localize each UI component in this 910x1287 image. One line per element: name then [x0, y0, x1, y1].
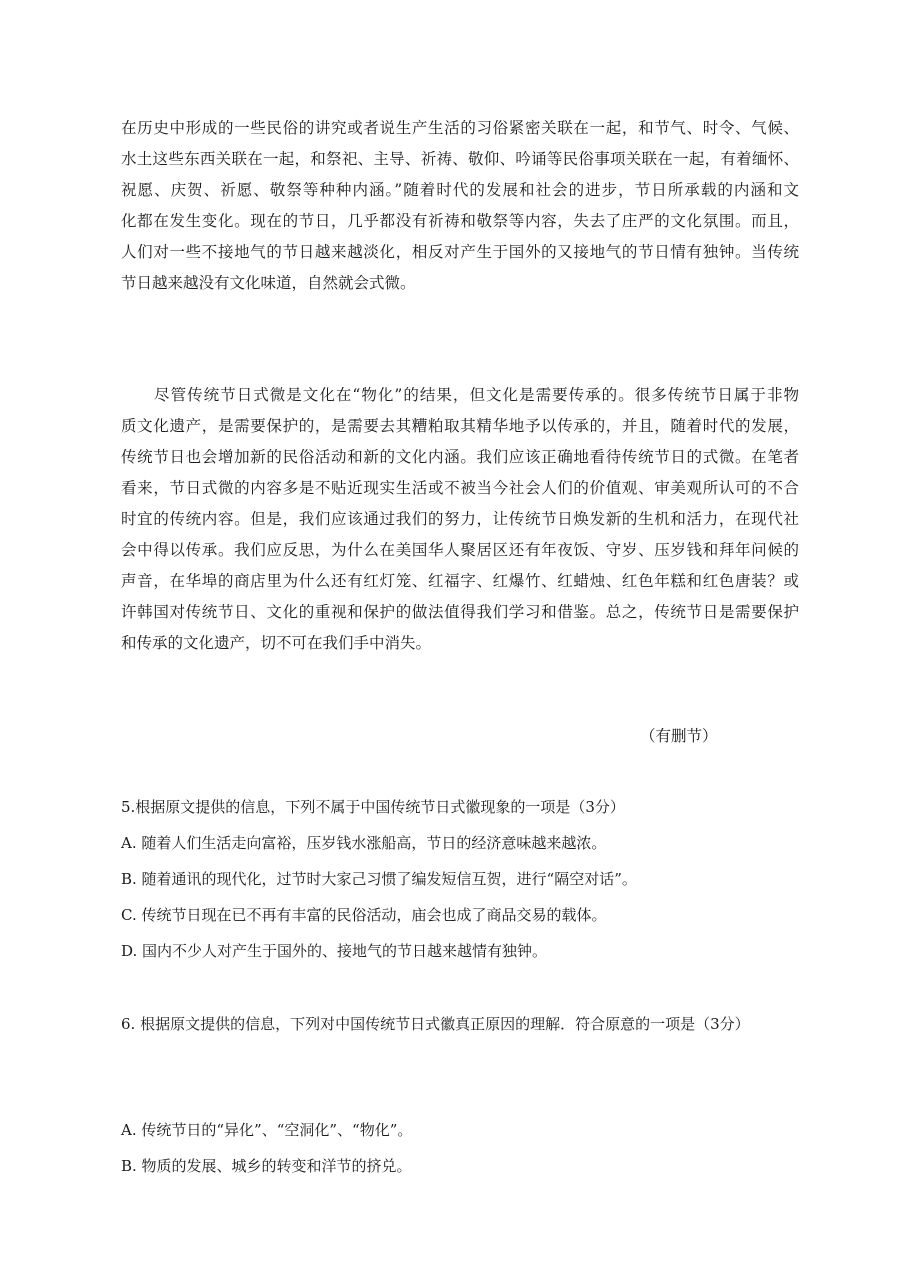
passage-line: 看来，节日式微的内容多是不贴近现实生活或不被当今社会人们的价值观、审美观所认可的不合 [121, 479, 799, 497]
question-5-option-b: B. 随着通讯的现代化，过节时大家己习惯了编发短信互贺，进行“隔空对话”。 [121, 870, 637, 888]
passage-line: 时宜的传统内容。但是，我们应该通过我们的努力，让传统节日焕发新的生机和活力，在现代社 [121, 510, 799, 528]
passage-line: 尽管传统节日式微是文化在“物化”的结果，但文化是需要传承的。很多传统节日属于非物 [121, 386, 799, 404]
question-5-option-a: A. 随着人们生活走向富裕，压岁钱水涨船高，节日的经济意味越来越浓。 [121, 834, 607, 852]
passage-line: 人们对一些不接地气的节日越来越淡化，相反对产生于国外的又接地气的节日情有独钟。当传统 [121, 243, 799, 261]
question-6-option-a: A. 传统节日的“异化”、“空洞化”、“物化”。 [121, 1121, 413, 1139]
passage-line: 传统节日也会增加新的民俗活动和新的文化内涵。我们应该正确地看待传统节日的式微。在笔者 [121, 448, 799, 466]
passage-line: 节日越来越没有文化味道，自然就会式微。 [121, 274, 416, 292]
passage-line: 会中得以传承。我们应反思，为什么在美国华人聚居区还有年夜饭、守岁、压岁钱和拜年问候的 [121, 541, 799, 559]
question-6-stem: 6. 根据原文提供的信息，下列对中国传统节日式徽真正原因的理解．符合原意的一项是（3分） [121, 1015, 750, 1033]
question-5-option-d: D. 国内不少人对产生于国外的、接地气的节日越来越情有独钟。 [121, 942, 548, 960]
passage-paragraph-2 [121, 380, 799, 659]
question-6-option-b: B. 物质的发展、城乡的转变和洋节的挤兑。 [121, 1157, 412, 1175]
passage-line: 质文化遗产，是需要保护的，是需要去其糟粕取其精华地予以传承的，并且，随着时代的发展， [121, 417, 799, 435]
passage-line: 化都在发生变化。现在的节日，几乎都没有祈祷和敬祭等内容，失去了庄严的文化氛围。而且， [121, 212, 799, 230]
passage-paragraph-1 [121, 113, 799, 299]
passage-line: 声音，在华埠的商店里为什么还有红灯笼、红福字、红爆竹、红蜡烛、红色年糕和红色唐装？或 [121, 572, 799, 590]
passage-line: 水土这些东西关联在一起，和祭祀、主导、祈祷、敬仰、吟诵等民俗事项关联在一起，有着缅怀、 [121, 150, 799, 168]
passage-line: 和传承的文化遗产，切不可在我们手中消失。 [121, 634, 432, 652]
source-note: （有删节） [640, 727, 718, 745]
question-5-option-c: C. 传统节日现在已不再有丰富的民俗活动，庙会也成了商品交易的载体。 [121, 906, 607, 924]
question-5-stem: 5.根据原文提供的信息，下列不属于中国传统节日式徽现象的一项是（3分） [121, 798, 625, 816]
passage-line: 祝愿、庆贺、祈愿、敬祭等种种内涵。”随着时代的发展和社会的进步，节日所承载的内涵和文 [121, 181, 799, 199]
passage-line: 在历史中形成的一些民俗的讲究或者说生产生活的习俗紧密关联在一起，和节气、时令、气候、 [121, 119, 799, 137]
passage-line: 许韩国对传统节日、文化的重视和保护的做法值得我们学习和借鉴。总之，传统节日是需要保护 [121, 603, 799, 621]
